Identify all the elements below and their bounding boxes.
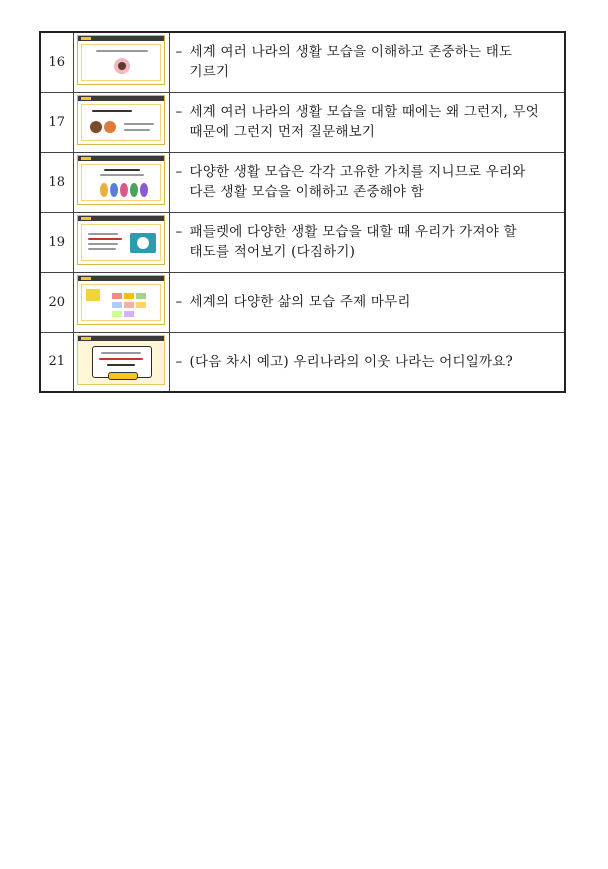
slide-thumbnail-summary xyxy=(77,275,165,325)
table-row xyxy=(40,332,565,392)
table-row xyxy=(40,152,565,212)
row-number: 17 xyxy=(40,92,73,152)
description-line: 때문에 그런지 먼저 질문해보기 xyxy=(189,124,376,140)
row-number: 20 xyxy=(40,272,73,332)
bullet-dash: – xyxy=(175,294,183,310)
description-line: (다음 차시 예고) 우리나라의 이웃 나라는 어디일까요? xyxy=(189,353,513,370)
slide-thumbnail-next-lesson xyxy=(77,335,165,385)
description-line: 다양한 생활 모습은 각각 고유한 가치를 지니므로 우리와 xyxy=(189,164,526,180)
slide-thumbnail-children-question xyxy=(77,95,165,145)
lesson-plan-table xyxy=(39,31,566,393)
description-line: 패들렛에 다양한 생활 모습을 대할 때 우리가 가져야 할 xyxy=(189,224,517,240)
slide-thumbnail-girl-thinking xyxy=(77,35,165,85)
row-number: 18 xyxy=(40,152,73,212)
description-line: 태도를 적어보기 (다짐하기) xyxy=(189,244,356,260)
table-row xyxy=(40,272,565,332)
description-line: 기르기 xyxy=(189,64,230,81)
table-row xyxy=(40,92,565,152)
row-number: 19 xyxy=(40,212,73,272)
bullet-dash: – xyxy=(175,164,183,180)
description-line: 다른 생활 모습을 이해하고 존중해야 함 xyxy=(189,184,424,200)
slide-thumbnail-people-group xyxy=(77,155,165,205)
bullet-dash: – xyxy=(175,44,183,61)
description-line: 세계 여러 나라의 생활 모습을 이해하고 존중하는 태도 xyxy=(189,44,513,61)
row-number: 16 xyxy=(40,32,73,92)
bullet-dash: – xyxy=(175,104,183,120)
table-row xyxy=(40,32,565,92)
description-line: 세계의 다양한 삶의 모습 주제 마무리 xyxy=(189,294,411,310)
row-number: 21 xyxy=(40,332,73,392)
bullet-dash: – xyxy=(175,224,183,240)
slide-thumbnail-laptop xyxy=(77,215,165,265)
table-row xyxy=(40,212,565,272)
bullet-dash: – xyxy=(175,353,183,370)
description-line: 세계 여러 나라의 생활 모습을 대할 때에는 왜 그런지, 무엇 xyxy=(189,104,539,120)
